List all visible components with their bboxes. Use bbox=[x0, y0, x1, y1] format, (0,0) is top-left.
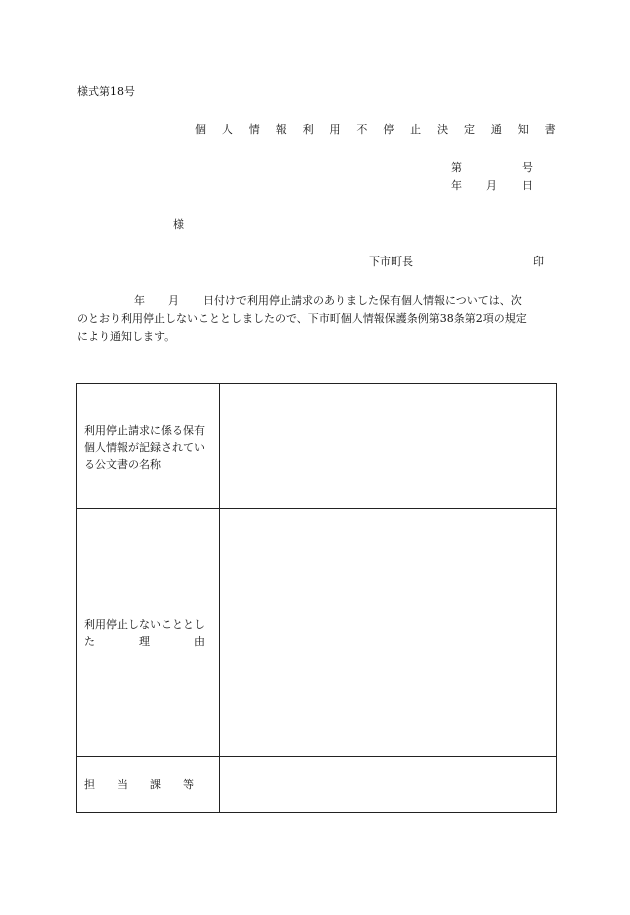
form-number: 様式第18号 bbox=[77, 85, 135, 98]
document-number-prefix: 第 bbox=[451, 161, 462, 174]
body-paragraph bbox=[77, 292, 557, 346]
document-title: 個 人 情 報 利 用 不 停 止 決 定 通 知 書 bbox=[195, 123, 562, 136]
seal-mark: 印 bbox=[533, 255, 544, 268]
date-day-label: 日 bbox=[522, 179, 533, 192]
body-line-1 bbox=[77, 292, 557, 310]
body-month-label: 月 bbox=[168, 294, 179, 307]
department-label-cell bbox=[77, 757, 220, 812]
document-name-label-line: 個人情報が記録されてい bbox=[84, 441, 205, 454]
document-name-label-cell bbox=[77, 384, 220, 508]
body-line-3: により通知します。 bbox=[77, 330, 176, 343]
reason-value-cell[interactable] bbox=[220, 509, 556, 756]
date-year-label: 年 bbox=[451, 179, 462, 192]
department-value-cell[interactable] bbox=[220, 757, 556, 812]
body-line-2: のとおり利用停止しないこととしましたので、下市町個人情報保護条例第38条第2項の規定 bbox=[77, 312, 527, 325]
addressee-honorific: 様 bbox=[173, 218, 184, 231]
date-month-label: 月 bbox=[486, 179, 497, 192]
body-year-label: 年 bbox=[134, 294, 145, 307]
document-name-value-cell[interactable] bbox=[220, 384, 556, 508]
table-row bbox=[77, 757, 556, 812]
table-row bbox=[77, 509, 556, 757]
reason-label-line: た 理 由 bbox=[84, 635, 205, 648]
document-name-label-line: る公文書の名称 bbox=[84, 458, 161, 471]
document-number-suffix: 号 bbox=[522, 161, 533, 174]
reason-label-line: 利用停止しないこととし bbox=[84, 618, 205, 631]
document-name-label-line: 利用停止請求に係る保有 bbox=[84, 424, 205, 437]
table-row bbox=[77, 384, 556, 509]
notification-table bbox=[76, 383, 557, 813]
department-label: 担 当 課 等 bbox=[84, 778, 194, 791]
issuer-name: 下市町長 bbox=[369, 255, 413, 268]
reason-label-cell bbox=[77, 509, 220, 756]
body-line-1-text: 日付けで利用停止請求のありました保有個人情報については、次 bbox=[203, 294, 522, 307]
